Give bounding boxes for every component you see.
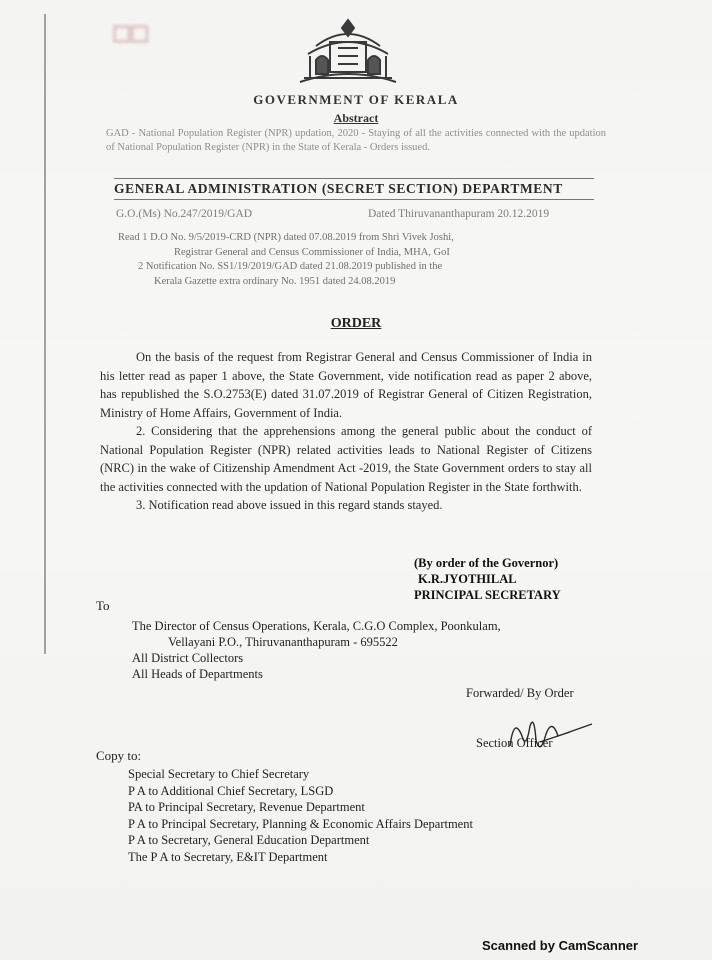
forwarded-by-order: Forwarded/ By Order [466,686,574,700]
copy-recipient-line: P A to Additional Chief Secretary, LSGD [128,783,334,798]
go-number: G.O.(Ms) No.247/2019/GAD [116,208,253,220]
government-title: GOVERNMENT OF KERALA [253,92,459,107]
copy-to-label: Copy to: [96,748,142,763]
order-body [100,348,592,515]
signature-block [414,555,561,603]
reference-line: Kerala Gazette extra ordinary No. 1951 dated 24.08.2019 [154,275,396,287]
camscanner-watermark: Scanned by CamScanner [482,938,639,953]
order-paragraph: 3. Notification read above issued in this regard stands stayed. [136,498,443,512]
order-paragraph: On the basis of the request from Registrar General and Census Commissioner of India in his letter read as paper 1 above, the State Government, vide notification read as paper 2 above, has republished the S.O.2753(E) dated 31.07.2019 of Registrar General of Citizen Registration, Ministry of Home Affairs, Government of India. [100,350,592,420]
subject-text: GAD - National Population Register (NPR) updation, 2020 - Staying of all the activities connected with the updation of National Population Register (NPR) in the State of Kerala - Orders issued. [106,128,606,153]
copy-recipient-line: P A to Secretary, General Education Department [128,833,370,847]
order-paragraph: 2. Considering that the apprehensions among the general public about the conduct of National Population Register (NPR) related activities leads to National Register of Citizens (NRC) in the wake of Citizenship Amendment Act -2019, the State Government orders to stay all the activities connected with the updation of National Population Register in the State forthwith. [100,424,592,494]
recipient-line: The Director of Census Operations, Kerala, C.G.O Complex, Poonkulam, [132,619,501,633]
references-block [118,231,454,289]
faded-stamp-mark: ☐☐ [112,22,148,47]
go-date: Dated Thiruvananthapuram 20.12.2019 [368,208,550,220]
reference-line: 2 Notification No. SS1/19/2019/GAD dated 21.08.2019 published in the [138,261,443,272]
to-label: To [96,598,110,613]
by-order-line: (By order of the Governor) [414,556,559,570]
recipient-line: All Heads of Departments [132,667,263,681]
kerala-emblem-icon [296,16,400,84]
reference-line: Read 1 D.O No. 9/5/2019-CRD (NPR) dated 07.08.2019 from Shri Vivek Joshi, [118,232,454,243]
handwritten-signature-icon [500,706,600,760]
recipient-line: Vellayani P.O., Thiruvananthapuram - 695522 [168,635,398,649]
copy-recipient-line: The P A to Secretary, E&IT Department [128,849,328,864]
order-heading: ORDER [330,316,382,331]
recipient-line: All District Collectors [132,651,244,665]
copy-recipient-line: P A to Principal Secretary, Planning & Economic Affairs Department [128,816,473,831]
signatory-designation: PRINCIPAL SECRETARY [414,588,561,602]
abstract-heading: Abstract [333,111,379,125]
copy-recipient-line: Special Secretary to Chief Secretary [128,767,310,781]
copy-to-recipients [128,766,473,865]
signatory-name: K.R.JYOTHILAL [418,572,517,586]
section-officer: Section Officer [476,736,553,750]
copy-recipient-line: PA to Principal Secretary, Revenue Department [128,800,365,814]
reference-line: Registrar General and Census Commissioner of India, MHA, GoI [174,246,450,258]
scan-edge-line [44,14,46,654]
to-recipients [132,618,501,682]
department-title: GENERAL ADMINISTRATION (SECRET SECTION) DEPARTMENT [114,178,594,200]
